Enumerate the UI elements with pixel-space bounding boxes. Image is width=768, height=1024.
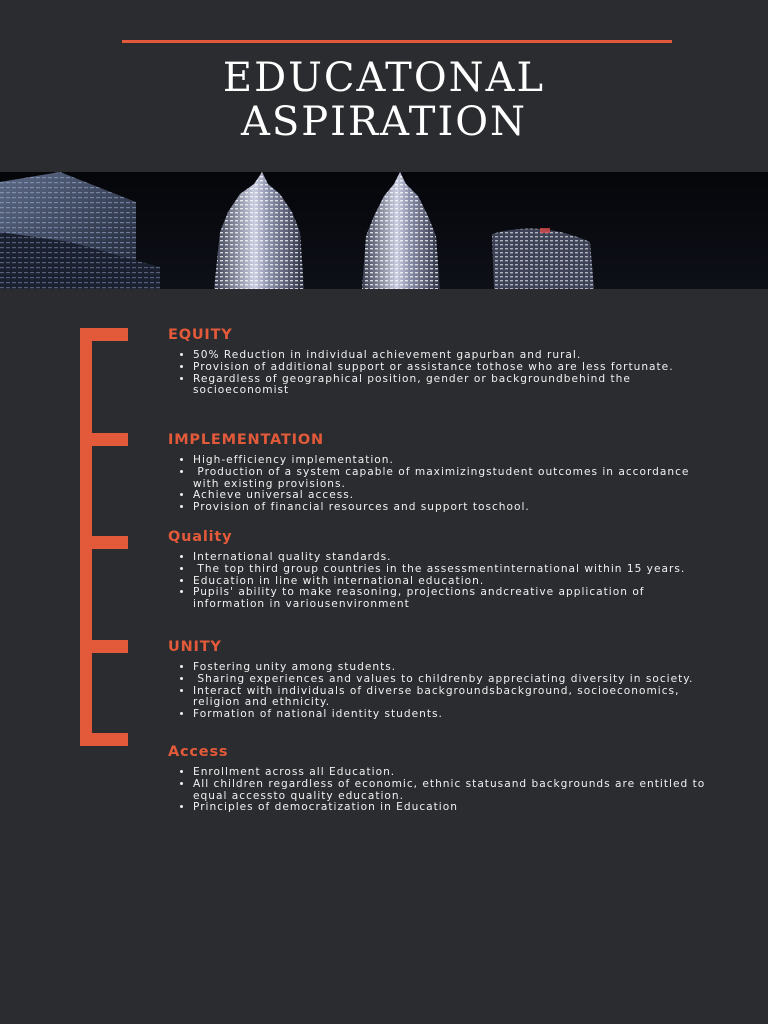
list-item: • All children regardless of economic, ethnic statusand backgrounds are entitled to equal accessto quality education. — [193, 779, 708, 803]
list-item: • Sharing experiences and values to childrenby appreciating diversity in society. — [193, 674, 708, 686]
section-quality — [168, 528, 708, 611]
list-item: • Pupils' ability to make reasoning, projections andcreative application of information in variousenvironment — [193, 587, 708, 611]
title-line-2: ASPIRATION — [240, 99, 528, 145]
section-unity — [168, 638, 708, 721]
title-line-1: EDUCATONAL — [222, 55, 546, 101]
bracket-tick — [80, 536, 128, 549]
bracket-tick — [80, 640, 128, 653]
list-item: • 50% Reduction in individual achievement gapurban and rural. — [193, 350, 708, 362]
list-item: • Provision of financial resources and support toschool. — [193, 502, 708, 514]
section-heading: IMPLEMENTATION — [168, 432, 324, 448]
section-heading: Quality — [168, 529, 233, 545]
bullet-list — [168, 662, 708, 721]
list-item: • Regardless of geographical position, gender or backgroundbehind the socioeconomist — [193, 374, 708, 398]
page-title — [0, 56, 768, 144]
list-item: • Provision of additional support or assistance tothose who are less fortunate. — [193, 362, 708, 374]
list-item: • Education in line with international education. — [193, 576, 708, 588]
bullet-list — [168, 455, 708, 514]
section-heading: Access — [168, 744, 229, 760]
list-item: • Interact with individuals of diverse backgroundsbackground, socioeconomics, religion and ethnicity. — [193, 686, 708, 710]
list-item: • Formation of national identity students. — [193, 709, 708, 721]
bullet-list — [168, 350, 708, 397]
bracket-tick — [80, 733, 128, 746]
bracket-tick — [80, 328, 128, 341]
bullet-list — [168, 767, 708, 814]
list-item: • Principles of democratization in Education — [193, 802, 708, 814]
list-item: • The top third group countries in the assessmentinternational within 15 years. — [193, 564, 708, 576]
list-item: • Enrollment across all Education. — [193, 767, 708, 779]
city-skyline-photo — [0, 172, 768, 289]
list-item: • Fostering unity among students. — [193, 662, 708, 674]
section-heading: UNITY — [168, 639, 222, 655]
list-item: • Achieve universal access. — [193, 490, 708, 502]
section-heading: EQUITY — [168, 327, 233, 343]
section-implementation — [168, 431, 708, 514]
section-equity — [168, 326, 708, 397]
bullet-list — [168, 552, 708, 611]
orange-timeline-bracket — [80, 328, 128, 746]
section-access — [168, 743, 708, 814]
list-item: • Production of a system capable of maximizingstudent outcomes in accordance with existing provisions. — [193, 467, 708, 491]
list-item: • International quality standards. — [193, 552, 708, 564]
top-divider — [122, 40, 672, 43]
list-item: • High-efficiency implementation. — [193, 455, 708, 467]
skyline-illustration — [0, 172, 768, 289]
bracket-tick — [80, 433, 128, 446]
